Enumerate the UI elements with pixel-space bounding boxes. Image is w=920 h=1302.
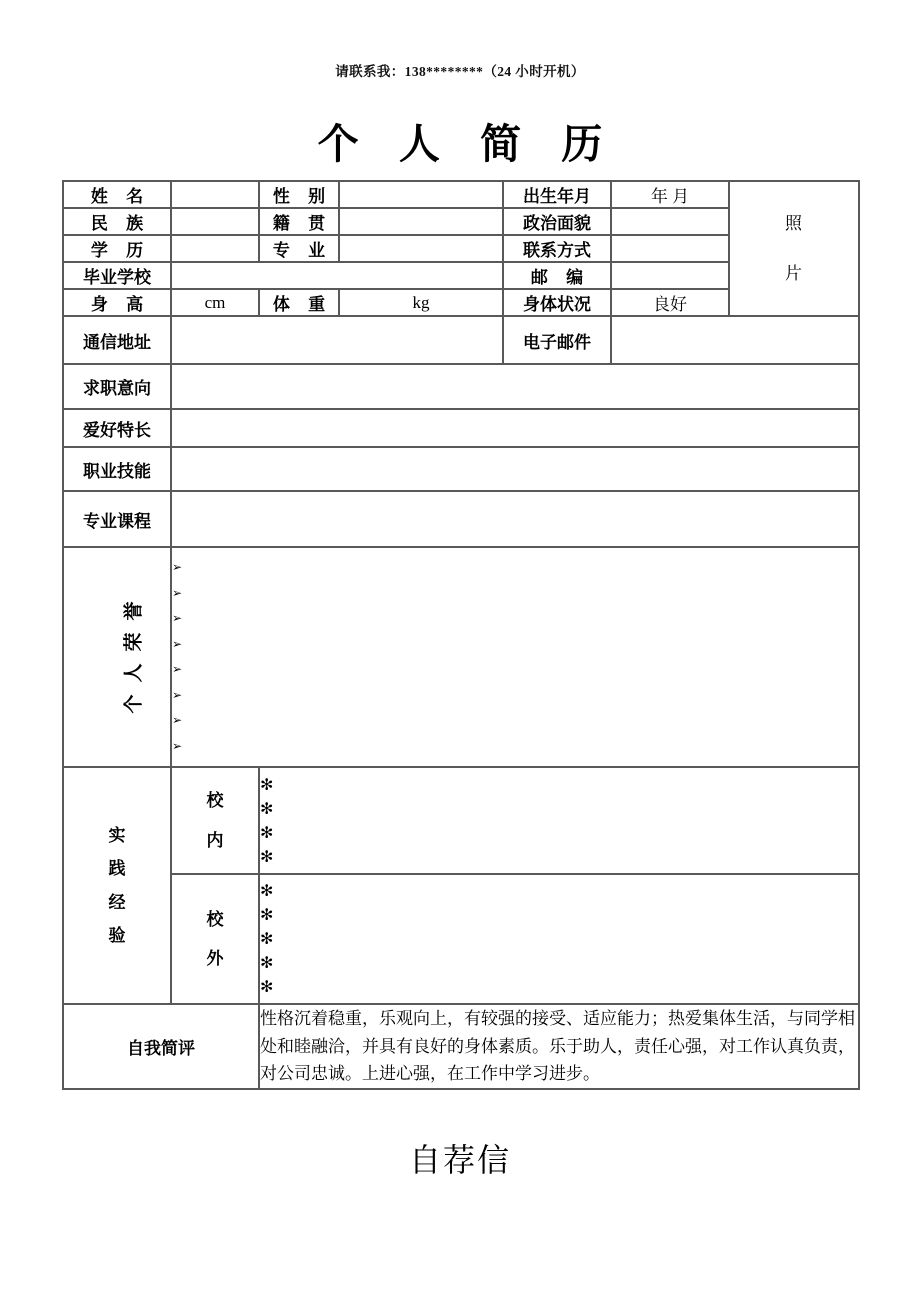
- bullet-marker: ✻: [260, 822, 274, 842]
- label-practice-inside: [171, 767, 259, 874]
- label-practice-char: 实: [108, 826, 126, 846]
- label-practice-outside-char: 校: [206, 909, 224, 929]
- label-email: 电子邮件: [503, 316, 611, 364]
- field-major[interactable]: [339, 235, 503, 262]
- table-row: [63, 1004, 859, 1089]
- resume-table: [62, 180, 860, 1090]
- bullet-marker: ✻: [260, 953, 274, 972]
- self-recommendation-heading: 自荐信: [408, 1142, 511, 1178]
- field-gender[interactable]: [339, 181, 503, 208]
- photo-label-line2: 片: [785, 263, 803, 283]
- label-health: 身体状况: [503, 289, 611, 316]
- field-postcode[interactable]: [611, 262, 729, 289]
- table-row: [63, 447, 859, 491]
- label-practice-char: 验: [108, 925, 126, 945]
- label-personal-honors: [63, 547, 171, 767]
- bullet-marker: ➢: [172, 636, 183, 651]
- bullet-marker: ➢: [172, 662, 183, 676]
- label-political-status: 政治面貌: [503, 208, 611, 235]
- bullet-marker: ✻: [260, 774, 274, 794]
- table-row: [63, 181, 859, 208]
- label-practice-char: 经: [108, 892, 126, 912]
- field-native-place[interactable]: [339, 208, 503, 235]
- field-graduate-school[interactable]: [171, 262, 503, 289]
- field-weight[interactable]: kg: [339, 289, 503, 316]
- bullet-marker: ✻: [260, 881, 274, 900]
- label-address: 通信地址: [63, 316, 171, 364]
- contact-line: 请联系我：138********（24 小时开机）: [335, 64, 585, 79]
- label-education: 学 历: [63, 235, 171, 262]
- bullet-marker: ➢: [172, 611, 183, 625]
- bullet-marker: ✻: [260, 929, 274, 948]
- label-postcode: 邮 编: [503, 262, 611, 289]
- label-practice-inside-char: 校: [206, 791, 224, 811]
- label-courses: 专业课程: [63, 491, 171, 547]
- photo-placeholder: [729, 181, 859, 316]
- table-row: [63, 491, 859, 547]
- table-row: [63, 874, 859, 1004]
- field-practice-outside[interactable]: [259, 874, 859, 1004]
- label-phone: 联系方式: [503, 235, 611, 262]
- label-ethnicity: 民 族: [63, 208, 171, 235]
- page-title: 个 人 简 历: [317, 121, 618, 167]
- label-job-objective: 求职意向: [63, 364, 171, 409]
- table-row: [63, 364, 859, 409]
- field-practice-inside[interactable]: [259, 767, 859, 874]
- field-personal-honors[interactable]: [171, 547, 859, 767]
- label-graduate-school: 毕业学校: [63, 262, 171, 289]
- label-practice-experience: [63, 767, 171, 1004]
- field-skills[interactable]: [171, 447, 859, 491]
- bullet-marker: ➢: [172, 687, 183, 702]
- bullet-marker: ➢: [172, 585, 183, 600]
- field-phone[interactable]: [611, 235, 729, 262]
- field-hobbies[interactable]: [171, 409, 859, 447]
- label-birthdate: 出生年月: [503, 181, 611, 208]
- label-self-evaluation: 自我简评: [63, 1004, 259, 1089]
- bullet-marker: ✻: [260, 977, 274, 996]
- bullet-marker: ✻: [260, 905, 274, 924]
- field-ethnicity[interactable]: [171, 208, 259, 235]
- label-height: 身 高: [63, 289, 171, 316]
- field-email[interactable]: [611, 316, 859, 364]
- bullet-marker: ✻: [260, 798, 274, 818]
- field-health[interactable]: 良好: [611, 289, 729, 316]
- photo-label-line1: 照: [785, 214, 803, 234]
- bullet-marker: ➢: [172, 713, 183, 727]
- label-native-place: 籍 贯: [259, 208, 339, 235]
- table-row: [63, 316, 859, 364]
- field-courses[interactable]: [171, 491, 859, 547]
- label-practice-inside-char: 内: [206, 830, 224, 850]
- label-name: 姓 名: [63, 181, 171, 208]
- label-weight: 体 重: [259, 289, 339, 316]
- bullet-marker: ➢: [172, 738, 183, 753]
- label-practice-outside-char: 外: [206, 949, 224, 968]
- table-row: [63, 767, 859, 874]
- label-personal-honors-text: 个人荣誉: [123, 588, 145, 714]
- field-height[interactable]: cm: [171, 289, 259, 316]
- field-name[interactable]: [171, 181, 259, 208]
- field-birthdate[interactable]: 年 月: [611, 181, 729, 208]
- table-row: [63, 547, 859, 767]
- field-job-objective[interactable]: [171, 364, 859, 409]
- field-self-evaluation[interactable]: 性格沉着稳重，乐观向上，有较强的接受、适应能力；热爱集体生活，与同学相处和睦融洽，并具有良好的身体素质。乐于助人，责任心强，对工作认真负责，对公司忠诚。上进心强，在工作中学习进步。: [259, 1004, 859, 1089]
- field-address[interactable]: [171, 316, 503, 364]
- label-skills: 职业技能: [63, 447, 171, 491]
- label-practice-outside: [171, 874, 259, 1004]
- bullet-marker: ➢: [172, 560, 183, 574]
- table-row: [63, 409, 859, 447]
- field-education[interactable]: [171, 235, 259, 262]
- label-practice-char: 践: [108, 859, 126, 879]
- bullet-marker: ✻: [260, 846, 274, 866]
- label-major: 专 业: [259, 235, 339, 262]
- field-political-status[interactable]: [611, 208, 729, 235]
- label-gender: 性 别: [259, 181, 339, 208]
- label-hobbies: 爱好特长: [63, 409, 171, 447]
